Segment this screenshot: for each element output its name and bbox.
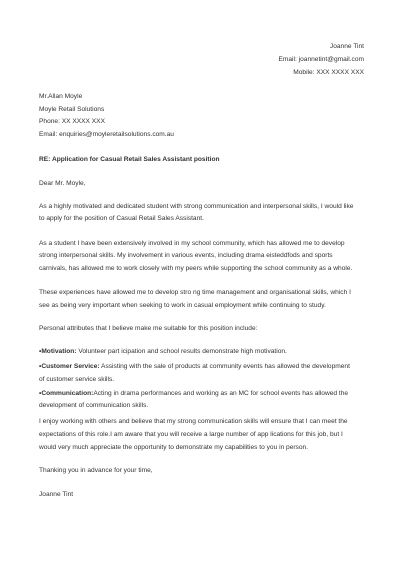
paragraph-3-line-1: These experiences have allowed me to develop stro ng time management and organisational skills, which I [39,289,351,296]
attribute-text: Assisting with the sale of products at community events has allowed the development [99,363,350,370]
recipient-name: Mr.Allan Moyle [39,93,83,100]
sender-email: Email: joannetint@gmail.com [278,56,364,63]
attribute-label: Motivation: [41,348,77,355]
paragraph-2-line-3: carnivals, has allowed me to work closely with my peers while supporting the school community as a whole. [39,265,353,272]
closing-paragraph-line-2: expectations of this role.I am aware that you will receive a large number of app lications for this job, but I [39,431,343,438]
attribute-customer-service-cont: of customer service skills. [39,376,115,383]
attribute-label: Communication: [41,390,94,397]
attribute-label: Customer Service: [41,363,100,370]
thanks-line: Thanking you in advance for your time, [39,467,153,474]
attribute-text: Acting in drama performances and working as an MC for school events has allowed the [93,390,349,397]
paragraph-2-line-2: strong interpersonal skills. My involvement in various events, including drama eisteddfods and sports [39,252,333,259]
attribute-text: Volunteer part icipation and school results demonstrate high motivation. [76,348,287,355]
bullet-icon: • [39,348,42,355]
closing-paragraph-line-1: I enjoy working with others and believe that my strong communication skills will ensure that I can meet the [39,418,348,425]
closing-paragraph-line-3: would very much appreciate the opportunity to demonstrate my capabilities to you in person. [39,444,309,451]
salutation: Dear Mr. Moyle, [39,180,86,187]
paragraph-1-line-2: to apply for the position of Casual Retail Sales Assistant. [39,215,204,222]
paragraph-1-line-1: As a highly motivated and dedicated student with strong communication and interpersonal skills, I would like [39,203,354,210]
bullet-icon: • [39,390,42,397]
attribute-customer-service [39,363,350,371]
recipient-email: Email: enquiries@moyleretailsolutions.com.au [39,131,174,138]
paragraph-4-line-1: Personal attributes that I believe make me suitable for this position include: [39,325,258,332]
signature-name: Joanne Tint [39,491,74,498]
recipient-phone: Phone: XX XXXX XXX [39,118,105,125]
attribute-motivation [39,348,287,356]
recipient-company: Moyle Retail Solutions [39,106,105,113]
subject-line: RE: Application for Casual Retail Sales Assistant position [39,156,220,163]
paragraph-2-line-1: As a student I have been extensively involved in my school community, which has allowed me to develop [39,240,345,247]
attribute-communication-cont: development of communication skills. [39,402,149,409]
sender-mobile: Mobile: XXX XXXX XXX [293,69,364,76]
sender-name: Joanne Tint [329,43,364,50]
paragraph-3-line-2: see as being very important when seeking to work in casual employment while continuing to study. [39,302,326,309]
attribute-communication [39,390,348,398]
bullet-icon: • [39,363,42,370]
